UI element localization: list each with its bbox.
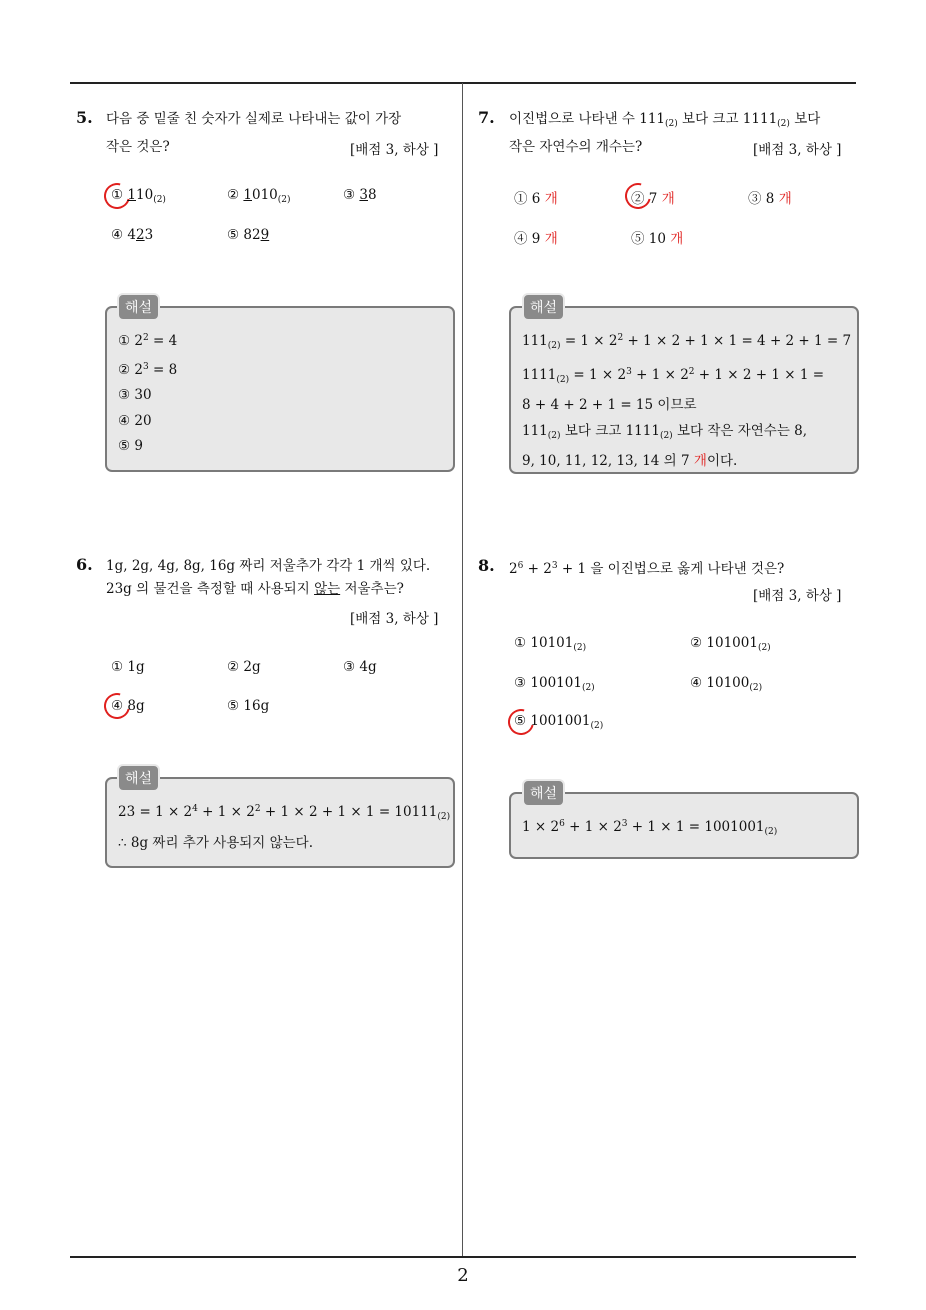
bottom-rule [70,1256,856,1258]
choice-4[interactable]: ④ 8g [111,698,145,714]
question-text-line1: 1g, 2g, 4g, 8g, 16g 짜리 저울추가 각각 1 개씩 있다. [106,558,431,574]
question-number: 7. [478,108,495,127]
choice-5[interactable]: ⑤ $1001001_{(2)}$ [514,713,604,731]
choice-4[interactable]: ④ 9 개 [514,231,558,247]
explanation-tag: 해설 [522,779,565,807]
question-text-line1: 다음 중 밑줄 친 숫자가 실제로 나타내는 값이 가장 [106,111,402,127]
explanation-text: $111_{(2)} = 1 \times 2^2 + 1 \times 2 + 1 \times 1 = 4 + 2 + 1 = 7$ $1111_{(2)} = 1 \times 2^3 + 1 \times 2^2 + 1 \times 2 + 1 \times 1$ = 8 + 4 + 2 + 1 = 15 이므로 $111_{(2)}$ 보다 크고 $1111_{(2)}$ 보다 작은 자연수는 8, 9, 10, 11, 12, 13, 14 의 7 개이다. [522,333,852,469]
choice-4[interactable]: ④ $10100_{(2)}$ [690,675,763,693]
choice-3[interactable]: ③ $100101_{(2)}$ [514,675,595,693]
choice-1[interactable]: ① 6 개 [514,191,558,207]
explanation-text: ① $2^2 = 4$ ② $2^3 = 8$ ③ 30 ④ 20 ⑤ 9 [118,333,178,454]
column-divider [462,83,463,1258]
choice-2[interactable]: ② $101001_{(2)}$ [690,635,771,653]
choice-3[interactable]: ③ 38 [343,187,377,203]
question-number: 5. [76,108,93,127]
choice-5[interactable]: ⑤ 829 [227,227,270,243]
score-label: [배점 3, 하상 ] [753,142,842,158]
choice-value: 1 [127,187,136,203]
score-label: [배점 3, 하상 ] [350,142,439,158]
choice-5[interactable]: ⑤ 16g [227,698,270,714]
choice-1[interactable]: ① $110_{(2)}$ [111,187,166,205]
choice-2[interactable]: ② 2g [227,659,261,675]
choice-marker: ③ [343,187,356,203]
choice-marker: ④ [111,227,124,243]
choice-5[interactable]: ⑤ 10 개 [631,231,684,247]
choice-2[interactable]: ② 7 개 [631,191,675,207]
top-rule [70,82,856,84]
choice-marker: ⑤ [227,227,240,243]
question-text-line2: 23g 의 물건을 측정할 때 사용되지 않는 저울추는? [106,581,404,597]
score-label: [배점 3, 하상 ] [753,588,842,604]
choice-4[interactable]: ④ 423 [111,227,154,243]
explanation-tag: 해설 [117,764,160,792]
choice-3[interactable]: ③ 8 개 [748,191,792,207]
question-text-line2: 작은 자연수의 개수는? [509,139,643,155]
explanation-text: $1 \times 2^6 + 1 \times 2^3 + 1 \times 1 = 1001001_{(2)}$ [522,819,778,837]
explanation-tag: 해설 [117,293,160,321]
page-number: 2 [457,1265,469,1286]
explanation-text: $23 = 1 \times 2^4 + 1 \times 2^2 + 1 \times 2 + 1 \times 1 = 10111_{(2)}$ ∴ 8g 짜리 추가 사용되지 않는다. [118,804,451,851]
question-text-line1: 이진법으로 나타낸 수 $111_{(2)}$ 보다 크고 $1111_{(2)}$ 보다 [509,111,821,129]
question-number: 8. [478,556,495,575]
question-text-line2: 작은 것은? [106,139,170,155]
choice-2[interactable]: ② $1010_{(2)}$ [227,187,291,205]
score-label: [배점 3, 하상 ] [350,611,439,627]
choice-1[interactable]: ① $10101_{(2)}$ [514,635,587,653]
question-text-line1: $2^6 + 2^3 + 1$ 을 이진법으로 옳게 나타낸 것은? [509,561,785,577]
question-number: 6. [76,555,93,574]
choice-1[interactable]: ① 1g [111,659,145,675]
choice-3[interactable]: ③ 4g [343,659,377,675]
explanation-tag: 해설 [522,293,565,321]
choice-marker: ② [227,187,240,203]
choice-marker: ① [111,187,124,203]
